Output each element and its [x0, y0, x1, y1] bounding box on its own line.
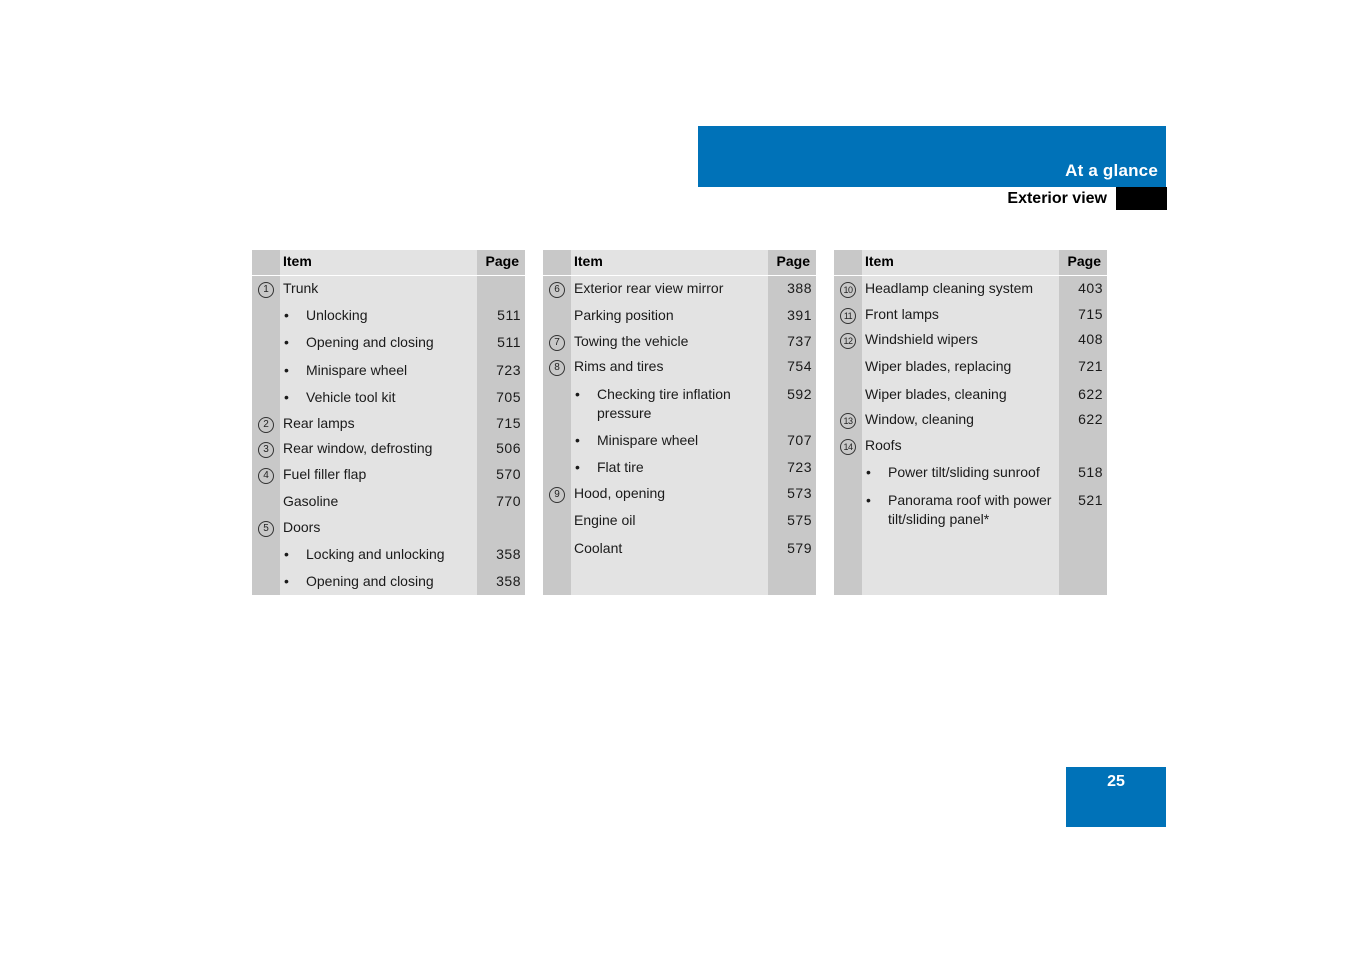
item-text: Minispare wheel [306, 362, 408, 378]
bullet-icon: • [284, 307, 289, 323]
section-title: Exterior view [1007, 190, 1107, 207]
page-column-header: Page [1067, 253, 1101, 269]
page-reference: 391 [787, 307, 812, 323]
item-text: Opening and closing [306, 334, 434, 350]
item-text: Vehicle tool kit [306, 389, 396, 405]
page-reference: 403 [1078, 280, 1103, 296]
page-reference: 754 [787, 358, 812, 374]
item-text: Panorama roof with power tilt/sliding panel* [888, 492, 1052, 527]
page-number-box [1066, 767, 1166, 827]
item-text: Engine oil [574, 512, 636, 528]
item-text: Rims and tires [574, 358, 664, 374]
item-text: Headlamp cleaning system [865, 280, 1034, 296]
callout-number: 11 [840, 308, 856, 324]
item-text: Windshield wipers [865, 331, 978, 347]
item-text: Parking position [574, 307, 674, 323]
item-text: Rear lamps [283, 415, 355, 431]
index-table-2 [543, 250, 816, 595]
page-reference: 511 [497, 307, 521, 323]
page-reference: 723 [496, 362, 521, 378]
chapter-title: At a glance [1065, 161, 1158, 180]
page-reference: 358 [496, 573, 521, 589]
callout-number: 14 [840, 439, 856, 455]
bullet-icon: • [575, 459, 580, 475]
item-column-header: Item [574, 253, 603, 269]
bullet-icon: • [284, 389, 289, 405]
item-text: Locking and unlocking [306, 546, 445, 562]
item-text: Front lamps [865, 306, 939, 322]
callout-number: 12 [840, 333, 856, 349]
page-reference: 573 [787, 485, 812, 501]
page-reference: 506 [496, 440, 521, 456]
item-text: Hood, opening [574, 485, 666, 501]
callout-number: 1 [258, 282, 274, 298]
index-table-3 [834, 250, 1107, 595]
section-marker [1116, 187, 1167, 210]
page-reference: 705 [496, 389, 521, 405]
page-reference: 408 [1078, 331, 1103, 347]
item-text: Wiper blades, cleaning [865, 386, 1007, 402]
item-text: Wiper blades, replacing [865, 358, 1012, 374]
page-reference: 770 [496, 493, 521, 509]
item-text: Checking tire inflation pressure [597, 386, 731, 421]
callout-number: 6 [549, 282, 565, 298]
table-header [834, 250, 1107, 276]
page-reference: 723 [787, 459, 812, 475]
item-column-header: Item [283, 253, 312, 269]
page-reference: 388 [787, 280, 812, 296]
item-text: Towing the vehicle [574, 333, 689, 349]
page-reference: 737 [787, 333, 812, 349]
item-text: Gasoline [283, 493, 339, 509]
item-text: Unlocking [306, 307, 368, 323]
page-number: 25 [1107, 773, 1125, 790]
page-reference: 715 [496, 415, 521, 431]
bullet-icon: • [284, 334, 289, 350]
item-text: Power tilt/sliding sunroof [888, 464, 1040, 480]
callout-number: 8 [549, 360, 565, 376]
item-text: Window, cleaning [865, 411, 974, 427]
item-text: Trunk [283, 280, 319, 296]
page-reference: 575 [787, 512, 812, 528]
item-text: Doors [283, 519, 321, 535]
callout-number: 13 [840, 413, 856, 429]
item-text: Exterior rear view mirror [574, 280, 724, 296]
callout-number: 3 [258, 442, 274, 458]
bullet-icon: • [575, 386, 580, 402]
page-column-header: Page [776, 253, 810, 269]
bullet-icon: • [284, 362, 289, 378]
callout-number: 7 [549, 335, 565, 351]
item-text: Minispare wheel [597, 432, 699, 448]
bullet-icon: • [866, 464, 871, 480]
page-reference: 721 [1078, 358, 1103, 374]
page-reference: 521 [1078, 492, 1103, 508]
item-text: Roofs [865, 437, 902, 453]
callout-number: 9 [549, 487, 565, 503]
page-reference: 579 [787, 540, 812, 556]
page-reference: 358 [496, 546, 521, 562]
item-text: Rear window, defrosting [283, 440, 433, 456]
item-text: Opening and closing [306, 573, 434, 589]
page-column-header: Page [485, 253, 519, 269]
page-reference: 622 [1078, 411, 1103, 427]
table-header [252, 250, 525, 276]
page-reference: 707 [787, 432, 812, 448]
chapter-header-band [698, 126, 1166, 187]
callout-number: 10 [840, 282, 856, 298]
callout-number: 2 [258, 417, 274, 433]
page-reference: 592 [787, 386, 812, 402]
item-text: Fuel filler flap [283, 466, 367, 482]
page-reference: 570 [496, 466, 521, 482]
callout-number: 5 [258, 521, 274, 537]
table-header [543, 250, 816, 276]
page-reference: 622 [1078, 386, 1103, 402]
item-column-header: Item [865, 253, 894, 269]
callout-number: 4 [258, 468, 274, 484]
item-text: Coolant [574, 540, 623, 556]
page-reference: 715 [1078, 306, 1103, 322]
item-text: Flat tire [597, 459, 644, 475]
index-table-1 [252, 250, 525, 595]
page-reference: 518 [1078, 464, 1103, 480]
bullet-icon: • [866, 492, 871, 508]
bullet-icon: • [575, 432, 580, 448]
bullet-icon: • [284, 546, 289, 562]
page-reference: 511 [497, 334, 521, 350]
bullet-icon: • [284, 573, 289, 589]
